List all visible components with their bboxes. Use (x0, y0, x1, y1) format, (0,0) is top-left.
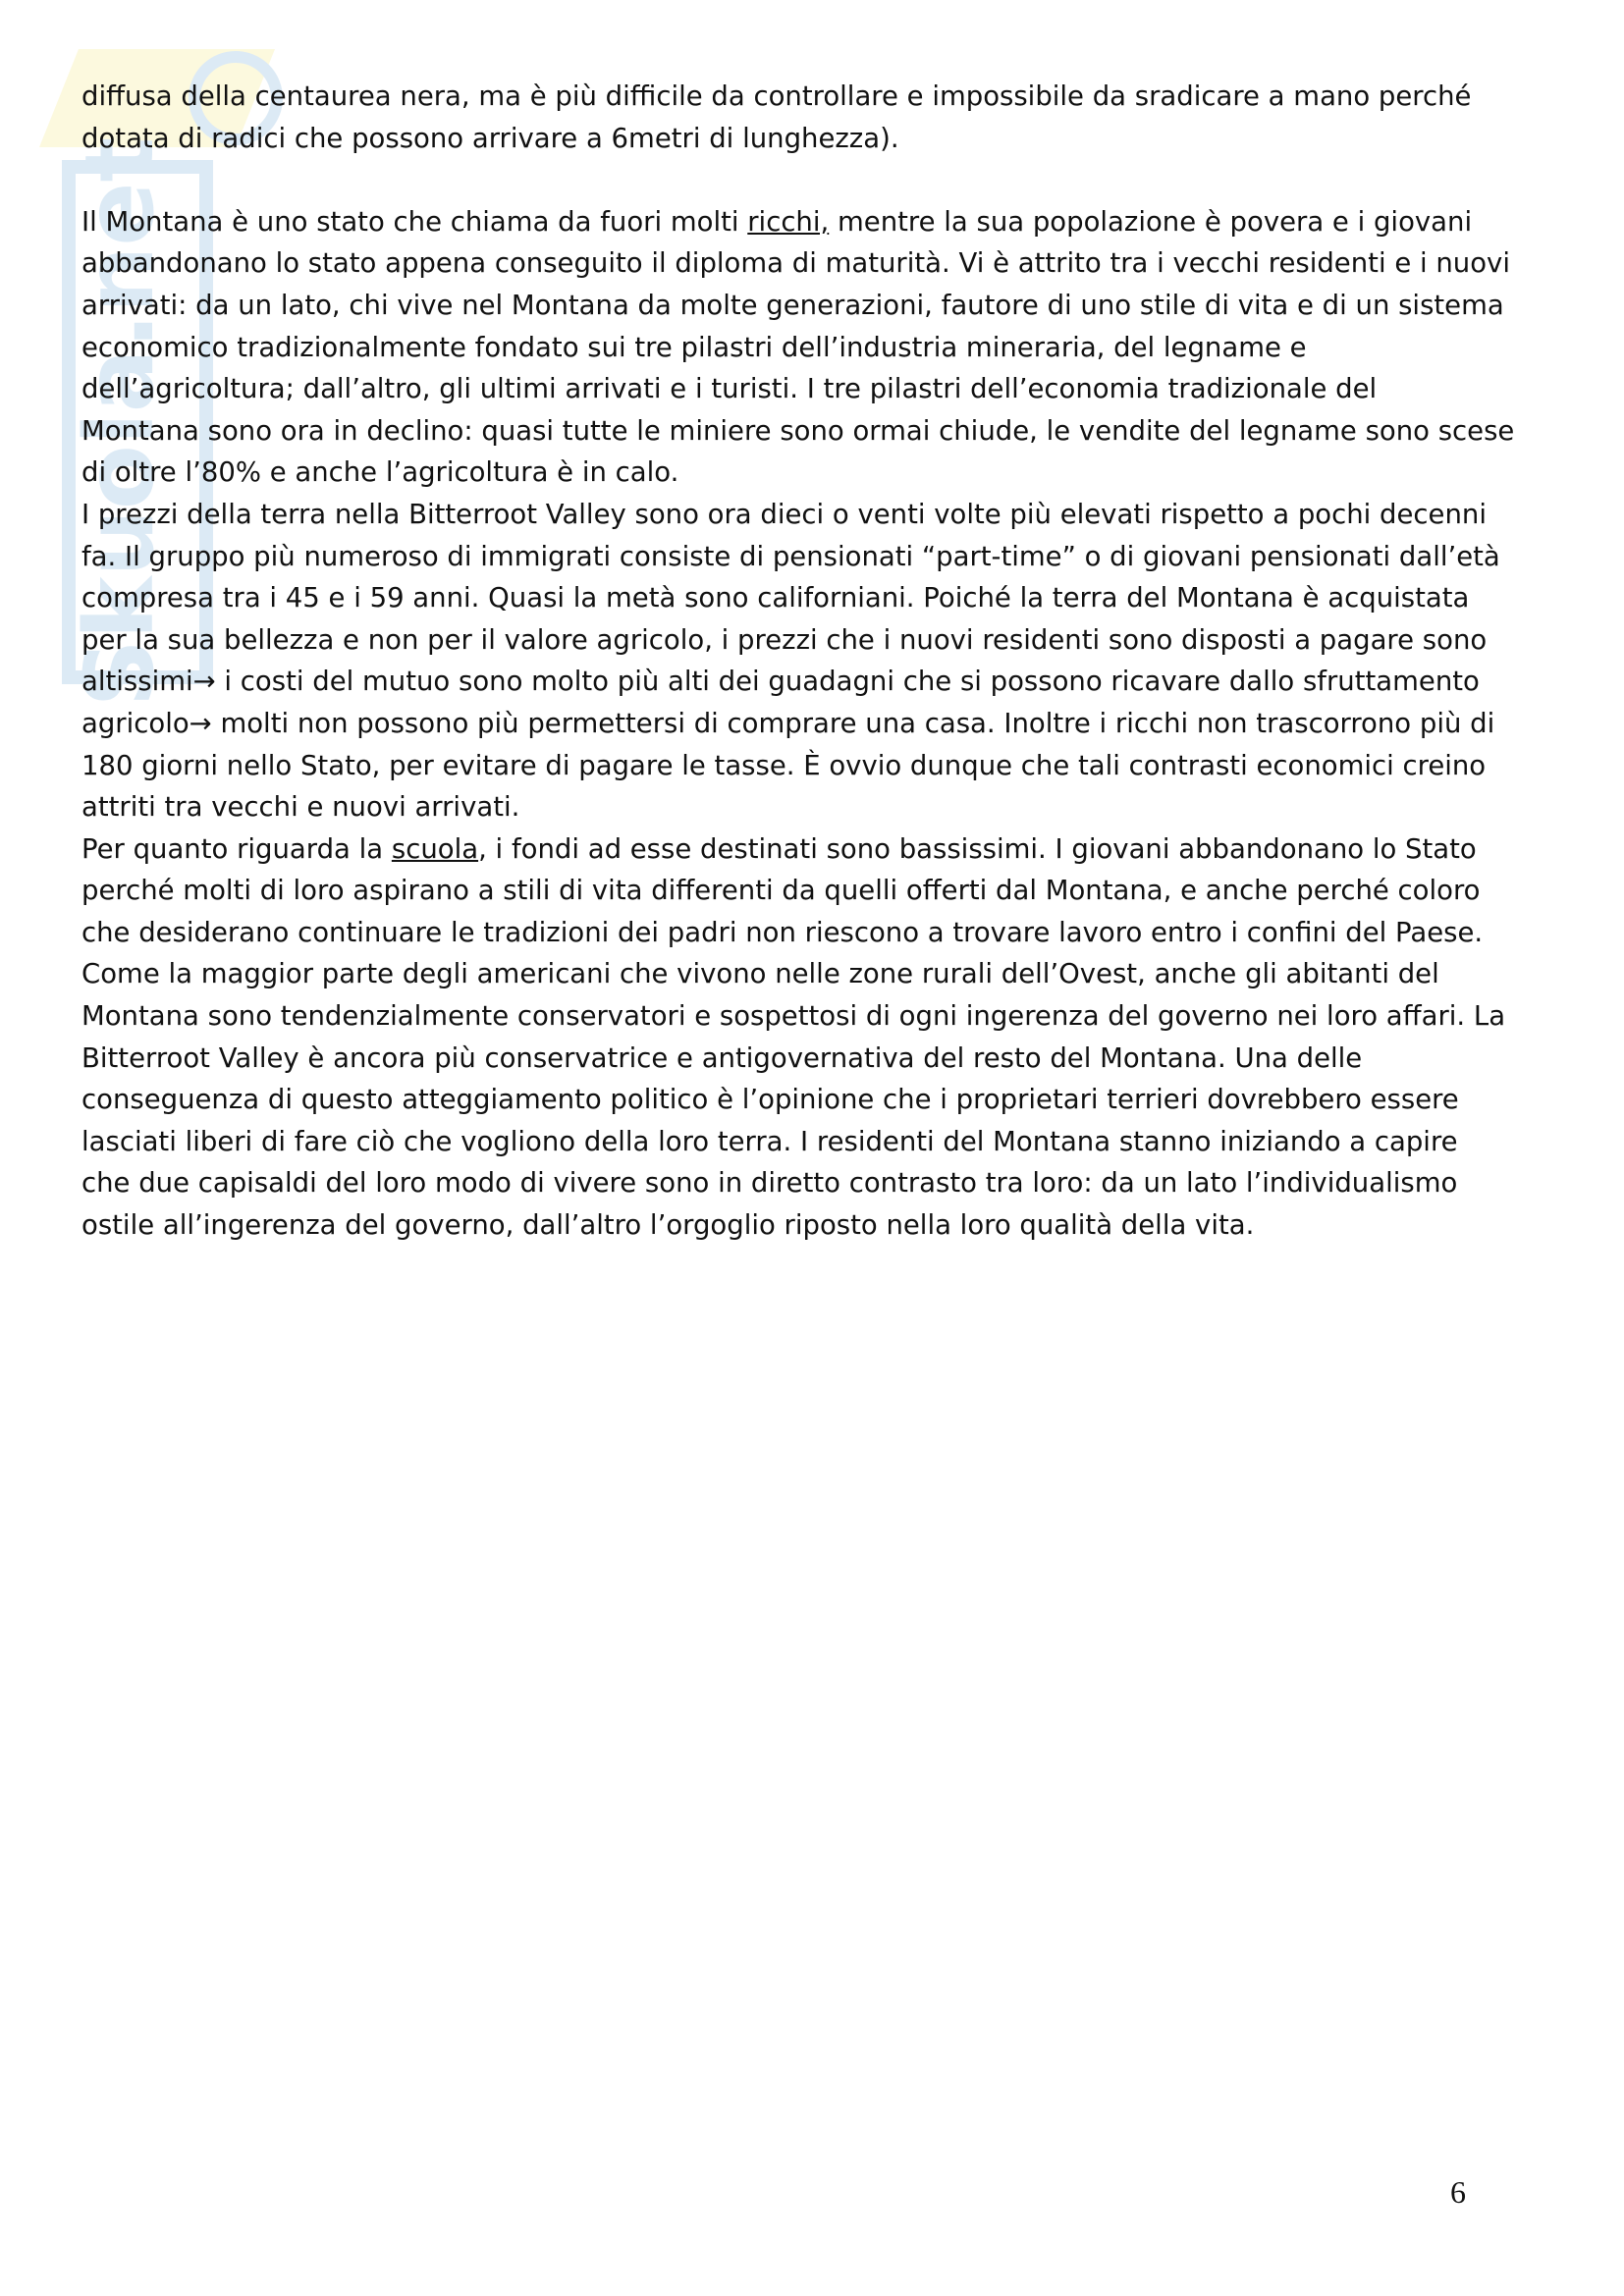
text-line: lasciati liberi di fare ciò che vogliono della loro terra. I residenti del Montana stanno iniziando a capire (81, 1125, 1458, 1157)
text-line: Montana sono ora in declino: quasi tutte le miniere sono ormai chiude, le vendite del legname sono scese (81, 414, 1515, 447)
text-line: conseguenza di questo atteggiamento politico è l’opinione che i proprietari terrieri dovrebbero essere (81, 1084, 1459, 1116)
text-line: dotata di radici che possono arrivare a 6metri di lunghezza). (81, 122, 899, 154)
text-line: perché molti di loro aspirano a stili di vita differenti da quelli offerti dal Montana, e anche perché coloro (81, 875, 1481, 907)
text-line: Bitterroot Valley è ancora più conservatrice e antigovernativa del resto del Montana. Una delle (81, 1041, 1363, 1074)
line-start: Il Montana è uno stato che chiama da fuori molti (81, 205, 748, 238)
text-line: altissimi→ i costi del mutuo sono molto più alti dei guadagni che si possono ricavare dallo sfruttamento (81, 666, 1480, 698)
text-line: compresa tra i 45 e i 59 anni. Quasi la metà sono californiani. Poiché la terra del Montana è acquistata (81, 582, 1470, 614)
page-number: 6 (1450, 2174, 1466, 2210)
text-line: abbandonano lo stato appena conseguito il diploma di maturità. Vi è attrito tra i vecchi residenti e i nuovi (81, 247, 1510, 280)
text-line: che due capisaldi del loro modo di vivere sono in diretto contrasto tra loro: da un lato l’individualismo (81, 1167, 1458, 1200)
underlined-ricchi: ricchi, (747, 205, 830, 238)
text-line: 180 giorni nello Stato, per evitare di pagare le tasse. È ovvio dunque che tali contrasti economici creino (81, 749, 1487, 781)
text-line: Montana sono tendenzialmente conservatori e sospettosi di ogni ingerenza del governo nei loro affari. La (81, 1000, 1506, 1033)
body-text (81, 76, 1574, 1247)
text-line: dell’agricoltura; dall’altro, gli ultimi arrivati e i turisti. I tre pilastri dell’economia tradizionale del (81, 373, 1378, 405)
text-line: I prezzi della terra nella Bitterroot Valley sono ora dieci o venti volte più elevati rispetto a pochi decenni (81, 498, 1487, 530)
text-line: per la sua bellezza e non per il valore agricolo, i prezzi che i nuovi residenti sono disposti a pagare sono (81, 623, 1488, 656)
text-line: fa. Il gruppo più numeroso di immigrati consiste di pensionati “part-time” o di giovani pensionati dall’età (81, 540, 1500, 572)
text-line: agricolo→ molti non possono più permettersi di comprare una casa. Inoltre i ricchi non trascorrono più di (81, 707, 1495, 739)
underlined-scuola: scuola (391, 832, 479, 865)
text-line: attriti tra vecchi e nuovi arrivati. (81, 791, 520, 824)
line-start: Per quanto riguarda la (81, 832, 392, 865)
text-line (81, 828, 1574, 871)
text-line: Come la maggior parte degli americani che vivono nelle zone rurali dell’Ovest, anche gli abitanti del (81, 958, 1439, 990)
text-line: di oltre l’80% e anche l’agricoltura è in calo. (81, 456, 679, 489)
text-line: arrivati: da un lato, chi vive nel Montana da molte generazioni, fautore di uno stile di vita e di un sistema (81, 289, 1504, 321)
text-line: che desiderano continuare le tradizioni dei padri non riescono a trovare lavoro entro i confini del Paese. (81, 916, 1484, 948)
line-end: , i fondi ad esse destinati sono bassissimi. I giovani abbandonano lo Stato (478, 832, 1477, 865)
line-end: mentre la sua popolazione è povera e i giovani (829, 205, 1473, 238)
watermark-text: Skuola.net (65, 136, 175, 707)
text-line: economico tradizionalmente fondato sui tre pilastri dell’industria mineraria, del legname e (81, 331, 1307, 363)
text-line: ostile all’ingerenza del governo, dall’altro l’orgoglio riposto nella loro qualità della vita. (81, 1209, 1255, 1242)
text-line (81, 201, 1574, 243)
paragraph-gap (81, 159, 1574, 201)
text-line: diffusa della centaurea nera, ma è più difficile da controllare e impossibile da sradicare a mano perché (81, 80, 1472, 112)
